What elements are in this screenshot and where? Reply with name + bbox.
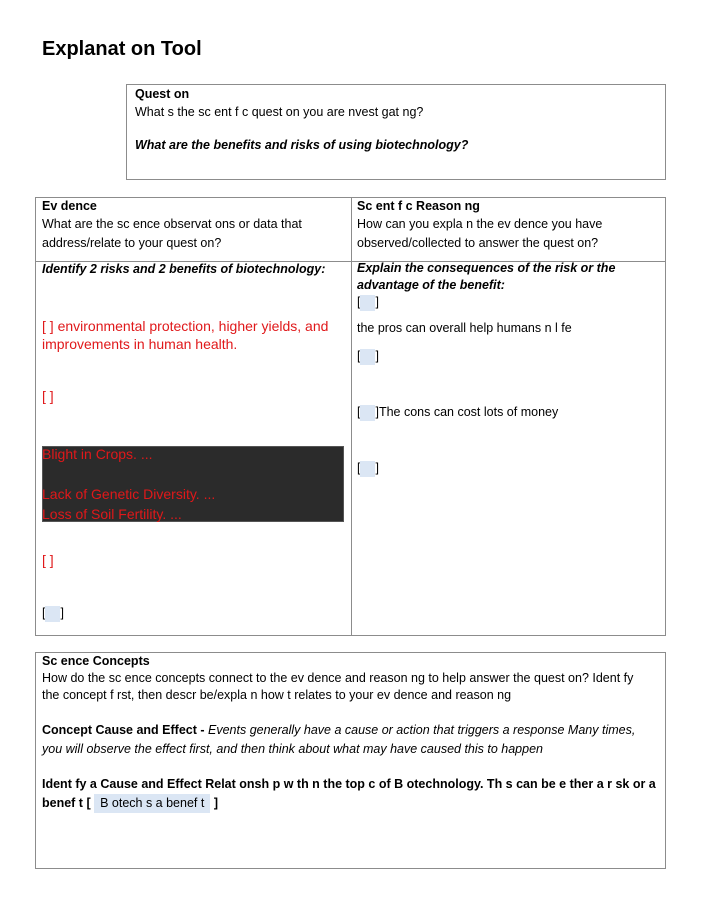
entry-1-bracket: [ ] (42, 318, 54, 334)
reasoning-instruction-1: Explain the consequences of the risk or the (357, 261, 616, 275)
evidence-reasoning-table (35, 197, 666, 636)
reasoning-blank-2[interactable]: [ ] (357, 349, 379, 363)
evidence-label: Ev dence (42, 199, 97, 213)
question-answer[interactable]: What are the benefits and risks of using biotechnology? (135, 138, 469, 152)
science-concepts-box (35, 652, 666, 869)
blank-field[interactable] (360, 405, 375, 421)
concepts-label: Sc ence Concepts (42, 654, 150, 668)
evidence-entry-4[interactable] (42, 604, 64, 623)
task-answer-field[interactable]: B otech s a benef t (94, 794, 210, 813)
reasoning-prompt-2: observed/collected to answer the quest on? (357, 236, 599, 250)
evidence-prompt-2: address/relate to your quest on? (42, 236, 222, 250)
blank-field[interactable] (360, 295, 375, 311)
concepts-prompt-2: the concept f rst, then descr be/expla n how t relates to your ev dence and reason ng (42, 688, 512, 702)
reasoning-instruction (357, 260, 615, 294)
reasoning-blank-3[interactable]: [ ] (357, 461, 379, 475)
question-prompt: What s the sc ent f c quest on you are nvest gat ng? (135, 105, 424, 119)
blank-field[interactable] (45, 606, 60, 622)
risk-genetic-diversity: Lack of Genetic Diversity. ... (42, 486, 216, 502)
task-line-1: Ident fy a Cause and Effect Relat onsh p w th n the top c of B otechnology. Th s can be e ther a r sk or a (42, 777, 656, 791)
risk-blight: Blight in Crops. ... (42, 446, 153, 462)
close-bracket: ] (60, 606, 64, 620)
evidence-instruction: Identify 2 risks and 2 benefits of biotechnology: (42, 262, 326, 276)
blank-field[interactable] (360, 349, 375, 365)
concept-task (42, 775, 659, 813)
reasoning-cons-text: The cons can cost lots of money (378, 405, 559, 419)
entry-1-line-1: environmental protection, higher yields, and (57, 318, 329, 334)
evidence-entry-3-bracket[interactable]: [ ] (42, 552, 54, 568)
evidence-entry-2-bracket[interactable]: [ ] (42, 388, 54, 404)
reasoning-cons[interactable]: [ ]The cons can cost lots of money (357, 405, 559, 419)
question-label: Quest on (135, 87, 190, 101)
risk-soil-fertility: Loss of Soil Fertility. ... (42, 506, 182, 522)
evidence-header (42, 198, 302, 253)
concept-text-2: you will observe the effect first, and then think about what may have caused this to happen (42, 742, 543, 756)
column-divider (351, 198, 352, 635)
task-line-2-prefix: benef t [ (42, 796, 91, 810)
concept-description (42, 721, 659, 759)
concept-label: Concept Cause and Effect - (42, 723, 205, 737)
task-line-2-suffix: ] (213, 796, 218, 810)
reasoning-label: Sc ent f c Reason ng (357, 199, 480, 213)
reasoning-pros[interactable]: the pros can overall help humans n l fe (357, 321, 572, 335)
question-box (126, 84, 666, 180)
open-bracket: [ (42, 606, 46, 620)
concepts-prompt-1: How do the sc ence concepts connect to the ev dence and reason ng to help answer the quest on? Ident fy (42, 671, 634, 685)
entry-1-line-2: improvements in human health. (42, 336, 238, 352)
reasoning-header (357, 198, 602, 253)
reasoning-prompt-1: How can you expla n the ev dence you have (357, 217, 603, 231)
evidence-prompt-1: What are the sc ence observat ons or data that (42, 217, 302, 231)
blank-field[interactable] (360, 461, 375, 477)
reasoning-blank-1[interactable]: [ ] (357, 295, 379, 309)
reasoning-instruction-2: advantage of the benefit: (357, 278, 505, 292)
evidence-entry-1[interactable] (42, 317, 328, 353)
page-title: Explanat on Tool (42, 38, 202, 60)
concept-text-1: Events generally have a cause or action that triggers a response Many times, (204, 723, 636, 737)
